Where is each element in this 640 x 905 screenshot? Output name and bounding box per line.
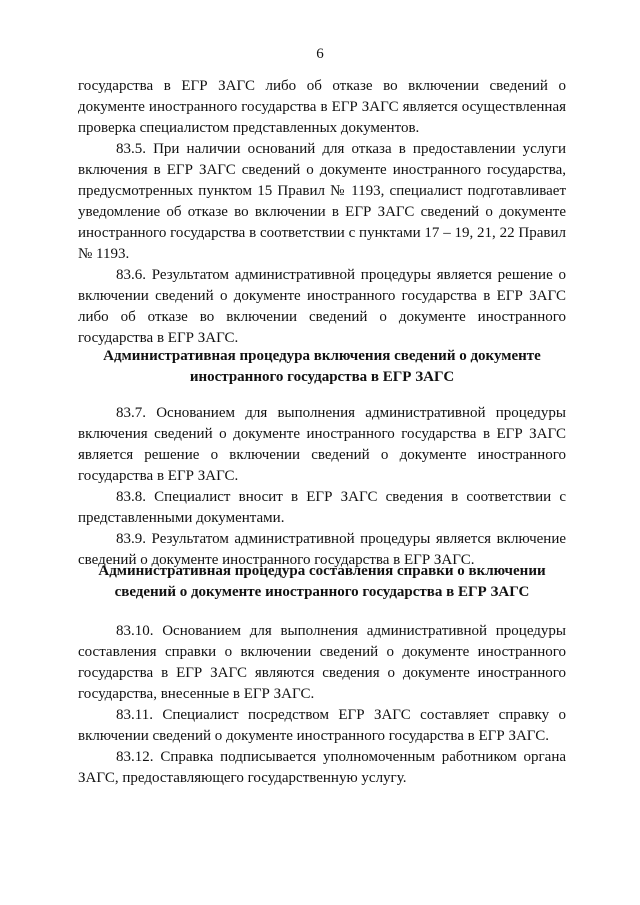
section1-block	[78, 403, 566, 571]
paragraph-83-7: 83.7. Основанием для выполнения административной процедуры включения сведений о документе иностранного государства в ЕГР ЗАГС является решение о включении сведений о документе иностранного государства в ЕГР ЗАГС.	[78, 405, 566, 484]
intro-block	[78, 76, 566, 349]
paragraph-continuation: государства в ЕГР ЗАГС либо об отказе во включении сведений о документе иностранного государства в ЕГР ЗАГС является осуществленная проверка специалистом представленных документов.	[78, 78, 566, 136]
paragraph-83-8: 83.8. Специалист вносит в ЕГР ЗАГС сведения в соответствии с представленными документами.	[78, 489, 566, 526]
paragraph-83-5: 83.5. При наличии оснований для отказа в предоставлении услуги включения в ЕГР ЗАГС сведений о документе иностранного государства, предусмотренных пунктом 15 Правил № 1193, специалист подготавливает уведомление об отказе во включении в ЕГР ЗАГС сведений о документе иностранного государства в соответствии с пунктами 17 – 19, 21, 22 Правил № 1193.	[78, 141, 566, 262]
paragraph-83-10: 83.10. Основанием для выполнения административной процедуры составления справки о включении сведений о документе иностранного государства в ЕГР ЗАГС являются сведения о документе иностранного государства, внесенные в ЕГР ЗАГС.	[78, 623, 566, 702]
section2-heading	[78, 561, 566, 603]
paragraph-83-6: 83.6. Результатом административной процедуры является решение о включении сведений о документе иностранного государства в ЕГР ЗАГС либо об отказе во включении сведений о документе иностранного государства в ЕГР ЗАГС.	[78, 267, 566, 346]
section1-heading-line2: иностранного государства в ЕГР ЗАГС	[189, 369, 455, 385]
paragraph-83-12: 83.12. Справка подписывается уполномоченным работником органа ЗАГС, предоставляющего государственную услугу.	[78, 749, 566, 786]
page-number: 6	[316, 46, 324, 62]
paragraph-83-11: 83.11. Специалист посредством ЕГР ЗАГС составляет справку о включении сведений о документе иностранного государства в ЕГР ЗАГС.	[78, 707, 566, 744]
paragraph-83-9: 83.9. Результатом административной процедуры является включение сведений о документе иностранного государства в ЕГР ЗАГС.	[78, 531, 566, 568]
section1-heading	[78, 346, 566, 388]
section2-block	[78, 621, 566, 789]
section2-heading-line1: Административная процедура составления справки о включении	[98, 563, 546, 579]
section2-heading-line2: сведений о документе иностранного государства в ЕГР ЗАГС	[114, 584, 530, 600]
section1-heading-line1: Административная процедура включения сведений о документе	[103, 348, 541, 364]
